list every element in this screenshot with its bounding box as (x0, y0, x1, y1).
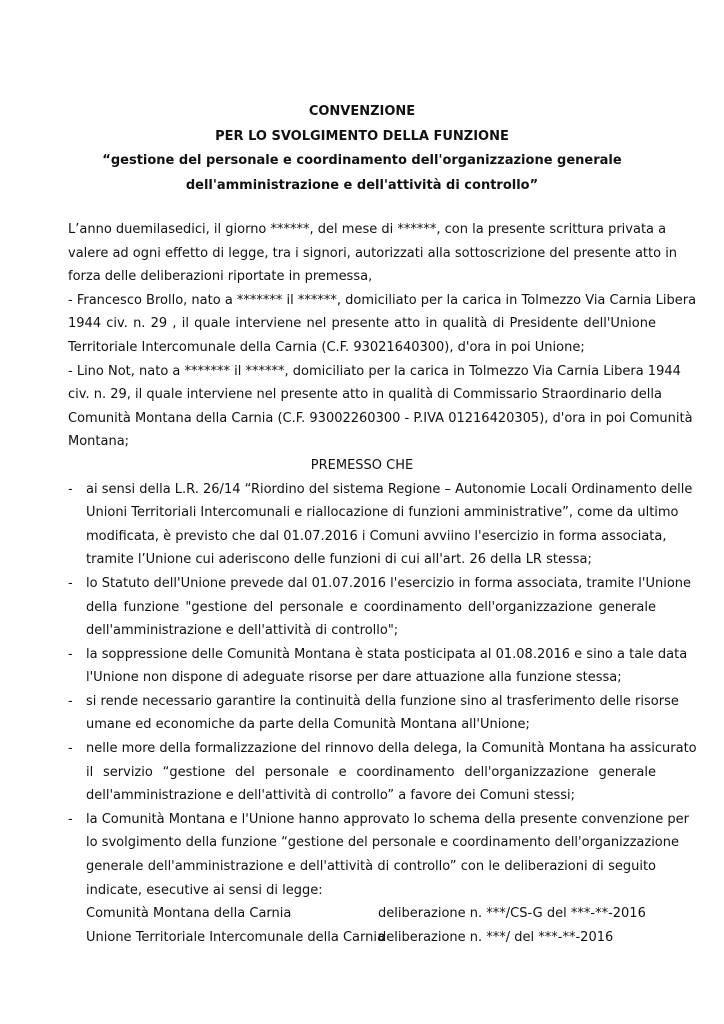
section-title: PREMESSO CHE (310, 457, 414, 473)
text-line: L’anno duemilasedici, il giorno ******, del mese di ******, con la presente scrittura privata a (68, 222, 667, 237)
text-line: civ. n. 29, il quale interviene nel presente atto in qualità di Commissario Straordinario della (68, 387, 662, 403)
deliberation-organization: Unione Territoriale Intercomunale della Carnia (86, 929, 385, 945)
text-line: l'Unione non dispone di adeguate risorse per dare attuazione alla funzione stessa; (86, 670, 622, 686)
text-line: Territoriale Intercomunale della Carnia (C.F. 93021640300), d'ora in poi Unione; (68, 339, 585, 355)
bullet-item (68, 737, 697, 808)
deliberation-row (68, 926, 656, 950)
party-paragraph (68, 289, 697, 360)
bullet-dash: - (68, 481, 73, 497)
deliberation-reference: deliberazione n. ***/ del ***-**-2016 (378, 929, 614, 945)
text-line: umane ed economiche da parte della Comunità Montana all'Unione; (86, 717, 530, 733)
heading-line: CONVENZIONE (308, 104, 416, 119)
bullet-item (68, 690, 679, 737)
text-line: Montana; (68, 434, 130, 450)
heading-line: PER LO SVOLGIMENTO DELLA FUNZIONE (215, 128, 509, 144)
text-line: Unioni Territoriali Intercomunali e riallocazione di funzioni amministrative”, come da ultimo (86, 505, 679, 521)
text-line: dell'amministrazione e dell'attività di controllo"; (86, 623, 399, 639)
text-line: - la Comunità Montana e l'Unione hanno approvato lo schema della presente convenzione per (68, 808, 656, 832)
text-line: tramite l’Unione cui aderiscono delle funzioni di cui all'art. 26 della LR stessa; (86, 552, 592, 568)
text-line: dell'amministrazione e dell'attività di controllo” a favore dei Comuni stessi; (86, 788, 576, 804)
text-line: modificata, è previsto che dal 01.07.2016 i Comuni avviino l'esercizio in forma associata, (86, 528, 667, 544)
deliberation-organization: Comunità Montana della Carnia (86, 906, 292, 922)
text-line: Comunità Montana della Carnia (C.F. 93002260300 - P.IVA 01216420305), d'ora in poi Comunità (68, 410, 693, 426)
deliberation-reference: deliberazione n. ***/CS-G del ***-**-2016 (378, 906, 646, 922)
text-line: della funzione "gestione del personale e coordinamento dell'organizzazione generale (86, 599, 656, 615)
bullet-dash: - (68, 646, 73, 662)
text-line: indicate, esecutive ai sensi di legge: (86, 882, 323, 898)
text-line: - Francesco Brollo, nato a ******* il ******, domiciliato per la carica in Tolmezzo Via Carnia Libera (68, 292, 697, 308)
bullet-dash: - (68, 575, 73, 591)
text-line: - lo Statuto dell'Unione prevede dal 01.07.2016 l'esercizio in forma associata, tramite l'Unione (68, 572, 656, 596)
bullet-dash: - (68, 693, 73, 709)
text-line: il servizio “gestione del personale e coordinamento dell'organizzazione generale (86, 764, 656, 780)
bullet-item (68, 808, 689, 902)
text-line: - ai sensi della L.R. 26/14 “Riordino del sistema Regione – Autonomie Locali Ordinamento delle (68, 478, 656, 502)
text-line: forza delle deliberazioni riportate in premessa, (68, 269, 373, 285)
bullet-dash: - (68, 811, 73, 827)
text-line: - Lino Not, nato a ******* il ******, domiciliato per la carica in Tolmezzo Via Carnia Libera 1944 (68, 363, 681, 379)
text-line: - si rende necessario garantire la continuità della funzione sino al trasferimento delle risorse (68, 690, 656, 714)
document-body (68, 218, 697, 949)
heading-line: “gestione del personale e coordinamento dell'organizzazione generale (102, 153, 622, 168)
bullet-dash: - (68, 741, 73, 757)
text-line: valere ad ogni effetto di legge, tra i signori, autorizzati alla sottoscrizione del presente atto in (68, 245, 678, 261)
text-line: generale dell'amministrazione e dell'attività di controllo” con le deliberazioni di seguito (86, 859, 656, 875)
document-heading (0, 100, 724, 198)
heading-line: dell'amministrazione e dell'attività di controllo” (185, 177, 539, 193)
text-line: - la soppressione delle Comunità Montana è stata posticipata al 01.08.2016 e sino a tale data (68, 643, 656, 667)
text-line: 1944 civ. n. 29 , il quale interviene nel presente atto in qualità di Presidente dell'Unione (68, 316, 656, 332)
intro-paragraph (68, 218, 678, 289)
text-line: - nelle more della formalizzazione del rinnovo della delega, la Comunità Montana ha assicurato (68, 737, 656, 761)
bullet-item (68, 572, 692, 643)
bullet-item (68, 478, 693, 572)
party-paragraph (68, 360, 693, 454)
text-line: lo svolgimento della funzione “gestione del personale e coordinamento dell'organizzazione (86, 835, 679, 851)
bullet-item (68, 643, 688, 690)
deliberation-row (68, 902, 656, 926)
